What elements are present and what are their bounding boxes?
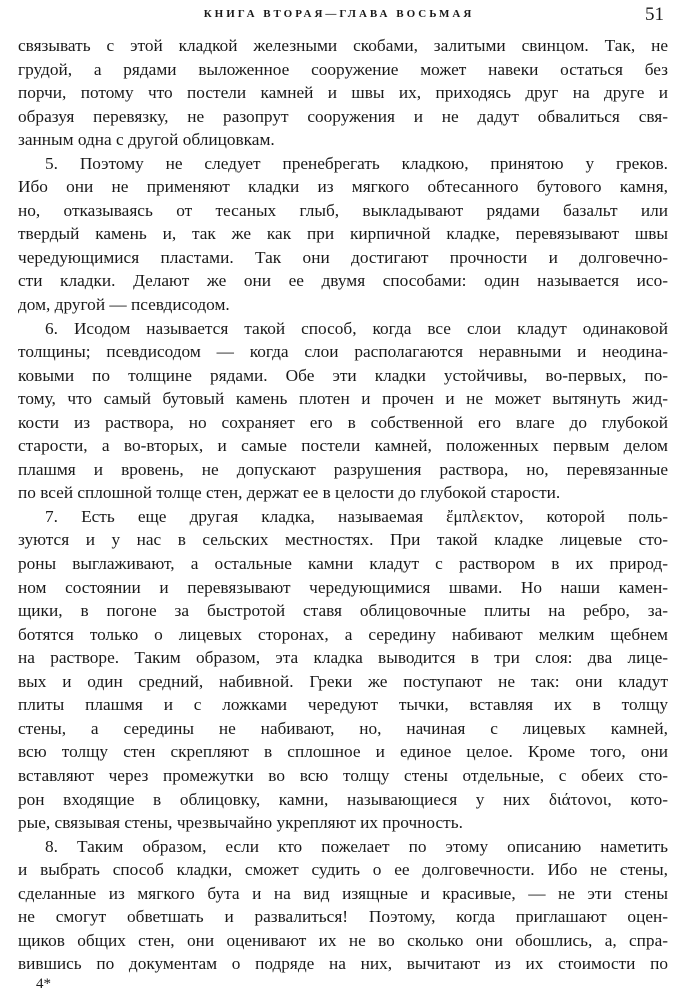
- text-line: ботятся только о лицевых сторонах, а середину набивают мелким щебнем: [18, 624, 668, 644]
- signature-mark: 4*: [36, 976, 51, 992]
- text-line: щики, в погоне за быстротой ставя облицовочные плиты на ребро, за-: [18, 601, 668, 621]
- text-line: занным одна с другой облицовкам.: [18, 130, 275, 150]
- text-line: щиков общих стен, они оценивают их не во сколько они обошлись, а, спра-: [18, 930, 668, 950]
- paragraph: [18, 505, 668, 835]
- paragraph: [18, 152, 668, 317]
- text-line: чередующимися пластами. Так они достигают прочности и долговечно-: [18, 247, 668, 267]
- text-line: Ибо они не применяют кладки из мягкого обтесанного бутового камня,: [18, 177, 668, 197]
- text-line: вставляют через промежутки во всю толщу стены отдельные, с обеих сто-: [18, 765, 668, 785]
- text-line: порчи, потому что постели камней и швы их, приходясь друг на друге и: [18, 83, 668, 103]
- text-line: стены, а середины не набивают, но, начиная с лицевых камней,: [18, 718, 668, 738]
- paragraph: [18, 317, 668, 505]
- page-body: [18, 34, 668, 976]
- text-line: рон входящие в облицовку, камни, называющиеся у них διάτονοι, кото-: [18, 789, 668, 809]
- paragraph: [18, 835, 668, 976]
- page-number: 51: [645, 4, 664, 25]
- text-line: тому, что самый бутовый камень плотен и прочен и не может вытянуть жид-: [18, 389, 668, 409]
- text-line: старости, а во-вторых, и самые постели камней, положенных первым делом: [18, 436, 668, 456]
- text-line: толщины; псевдисодом — когда слои располагаются неравными и неодина-: [18, 342, 668, 362]
- text-line: всю толщу стен скрепляют в сплошное и единое целое. Кроме того, они: [18, 742, 668, 762]
- text-line: ном состоянии и перевязывают чередующимися швами. Но наши камен-: [18, 577, 668, 597]
- text-line: грудой, а рядами выложенное сооружение может навеки остаться без: [18, 59, 668, 79]
- text-line: образуя перевязку, не разопрут сооружения и не дадут обвалиться свя-: [18, 106, 668, 126]
- text-line: связывать с этой кладкой железными скобами, залитыми свинцом. Так, не: [18, 36, 668, 55]
- text-line: ковыми по толщине рядами. Обе эти кладки устойчивы, во-первых, по-: [18, 365, 668, 385]
- text-line: не смогут обветшать и развалиться! Поэтому, когда приглашают оцен-: [18, 907, 668, 927]
- text-line: вых и один средний, набивной. Греки же поступают не так: они кладут: [18, 671, 668, 691]
- text-line: роны выглаживают, а остальные камни кладут с раствором в их природ-: [18, 554, 668, 574]
- text-line: кости из раствора, но сохраняет его в собственной его влаге до глубокой: [18, 412, 668, 432]
- text-line: плиты плашмя и с ложками чередуют тычки, вставляя их в толщу: [18, 695, 668, 715]
- text-line: вившись по документам о подряде на них, вычитают из их стоимости по: [18, 954, 668, 974]
- text-line: 8. Таким образом, если кто пожелает по этому описанию наметить: [45, 836, 668, 856]
- text-line: сти кладки. Делают же они ее двумя способами: один называется исо-: [18, 271, 668, 291]
- text-line: плашмя и вровень, не допускают разрушения раствора, но, перевязанные: [18, 459, 668, 479]
- text-line: на растворе. Таким образом, эта кладка выводится в три слоя: два лице-: [18, 648, 668, 668]
- running-title: КНИГА ВТОРАЯ—ГЛАВА ВОСЬМАЯ: [203, 8, 475, 20]
- text-line: дом, другой — псевдисодом.: [18, 295, 230, 315]
- text-line: по всей сплошной толще стен, держат ее в целости до глубокой старости.: [18, 483, 561, 503]
- text-line: рые, связывая стены, чрезвычайно укрепляют их прочность.: [18, 813, 463, 833]
- text-line: зуются и у нас в сельских местностях. При такой кладке лицевые сто-: [18, 530, 668, 550]
- text-line: и выбрать способ кладки, сможет судить о ее долговечности. Ибо не стены,: [18, 860, 668, 880]
- text-line: 5. Поэтому не следует пренебрегать кладкою, принятою у греков.: [45, 153, 668, 173]
- paragraph: [18, 34, 668, 152]
- text-line: но, отказываясь от тесаных глыб, выкладывают рядами базальт или: [18, 200, 668, 220]
- page-header: [0, 6, 678, 28]
- text-line: сделанные из мягкого бута и на вид изящные и красивые, — не эти стены: [18, 883, 668, 903]
- text-line: 7. Есть еще другая кладка, называемая ἔμπλεκτον, которой поль-: [45, 506, 668, 526]
- text-line: твердый камень и, так же как при кирпичной кладке, перевязывают швы: [18, 224, 668, 244]
- text-line: 6. Исодом называется такой способ, когда все слои кладут одинаковой: [45, 318, 668, 338]
